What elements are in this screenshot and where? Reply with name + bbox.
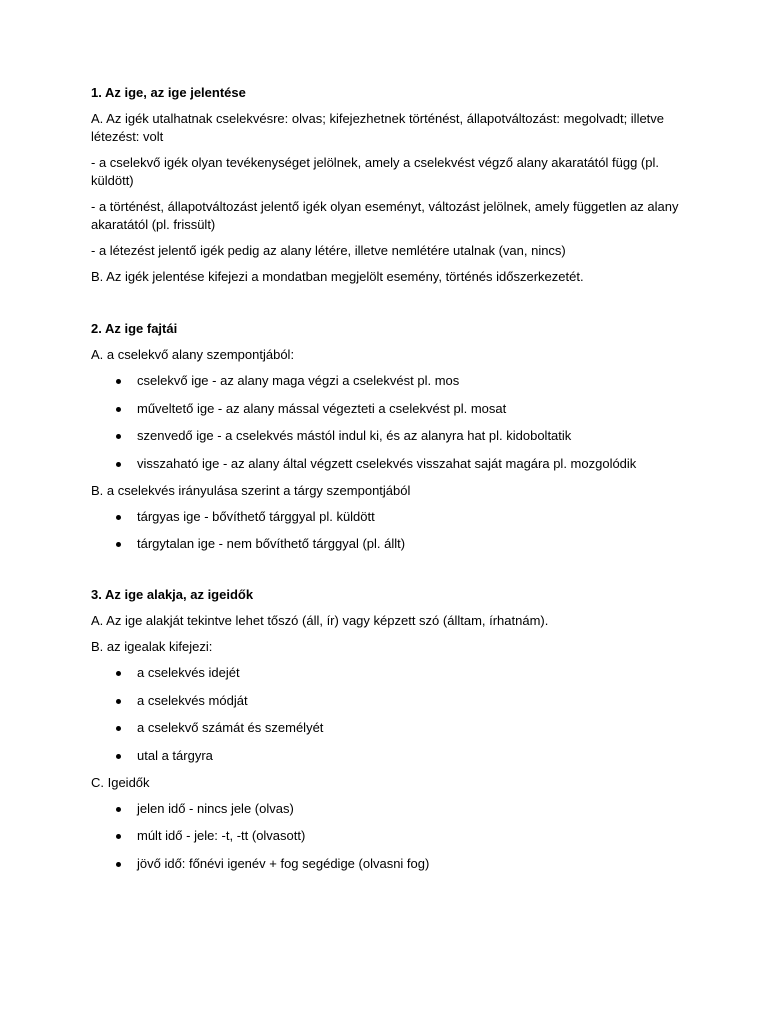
section-1-paragraph-b: B. Az igék jelentése kifejezi a mondatban megjelölt esemény, történés időszerkezetét. xyxy=(91,269,584,284)
list-item xyxy=(91,692,681,710)
list-item-text: jelen idő - nincs jele (olvas) xyxy=(137,800,294,816)
list-item-text: tárgyas ige - bővíthető tárggyal pl. küldött xyxy=(137,508,375,524)
section-2-heading: 2. Az ige fajtái xyxy=(91,321,178,336)
section-2-part-b-list xyxy=(91,508,681,554)
bullet-icon xyxy=(116,542,121,547)
list-item-text: a cselekvő számát és személyét xyxy=(137,720,324,735)
list-item-text: műveltető ige - az alany mással végezteti a cselekvést pl. mosat xyxy=(137,400,507,416)
bullet-icon xyxy=(116,862,121,867)
bullet-icon xyxy=(116,515,121,520)
list-item xyxy=(91,508,681,526)
list-item xyxy=(91,827,681,845)
bullet-icon xyxy=(116,407,121,412)
section-3-part-b-list xyxy=(91,664,681,765)
section-3-heading: 3. Az ige alakja, az igeidők xyxy=(91,587,254,602)
list-item-text: visszaható ige - az alany által végzett cselekvés visszahat saját magára pl. mozgolódik xyxy=(137,455,637,471)
document-body xyxy=(91,84,681,882)
list-item xyxy=(91,427,681,445)
list-item xyxy=(91,800,681,818)
list-item-text: jövő idő: főnévi igenév + fog segédige (olvasni fog) xyxy=(137,855,430,871)
bullet-icon xyxy=(116,434,121,439)
list-item-text: cselekvő ige - az alany maga végzi a cselekvést pl. mos xyxy=(137,373,460,388)
list-item-text: a cselekvés módját xyxy=(137,692,248,708)
section-2-part-b-intro: B. a cselekvés irányulása szerint a tárgy szempontjából xyxy=(91,482,411,498)
bullet-icon xyxy=(116,379,121,384)
section-3-part-b-intro: B. az igealak kifejezi: xyxy=(91,639,213,654)
list-item xyxy=(91,855,681,873)
bullet-icon xyxy=(116,754,121,759)
bullet-icon xyxy=(116,807,121,812)
list-item xyxy=(91,535,681,553)
bullet-icon xyxy=(116,699,121,704)
section-3-part-a: A. Az ige alakját tekintve lehet tőszó (áll, ír) vagy képzett szó (álltam, írhatnám). xyxy=(91,613,549,628)
section-2-part-a-list xyxy=(91,372,681,473)
bullet-icon xyxy=(116,834,121,839)
bullet-icon xyxy=(116,671,121,676)
section-3-part-c-intro: C. Igeidők xyxy=(91,774,150,790)
bullet-icon xyxy=(116,726,121,731)
list-item xyxy=(91,400,681,418)
section-1-paragraph-cselekvo: - a cselekvő igék olyan tevékenységet jelölnek, amely a cselekvést végző alany akaratától függ (pl. küldött) xyxy=(91,155,659,188)
section-2-part-a-intro: A. a cselekvő alany szempontjából: xyxy=(91,347,295,362)
list-item xyxy=(91,719,681,737)
section-1-paragraph-letezes: - a létezést jelentő igék pedig az alany létére, illetve nemlétére utalnak (van, nincs) xyxy=(91,243,566,258)
section-1-heading: 1. Az ige, az ige jelentése xyxy=(91,85,246,100)
list-item-text: utal a tárgyra xyxy=(137,747,213,763)
section-1-paragraph-tortenes: - a történést, állapotváltozást jelentő igék olyan eseményt, változást jelölnek, amely független az alany akaratától (pl. frissült) xyxy=(91,199,679,232)
list-item xyxy=(91,747,681,765)
list-item xyxy=(91,664,681,682)
list-item-text: múlt idő - jele: -t, -tt (olvasott) xyxy=(137,828,306,843)
list-item-text: a cselekvés idejét xyxy=(137,665,240,680)
section-3-part-c-list xyxy=(91,800,681,873)
list-item-text: tárgytalan ige - nem bővíthető tárggyal (pl. állt) xyxy=(137,536,406,551)
bullet-icon xyxy=(116,462,121,467)
list-item-text: szenvedő ige - a cselekvés mástól indul ki, és az alanyra hat pl. kidoboltatik xyxy=(137,428,572,443)
list-item xyxy=(91,372,681,390)
list-item xyxy=(91,455,681,473)
section-1-paragraph-a: A. Az igék utalhatnak cselekvésre: olvas; kifejezhetnek történést, állapotváltozást: megolvadt; illetve létezést: volt xyxy=(91,111,665,144)
